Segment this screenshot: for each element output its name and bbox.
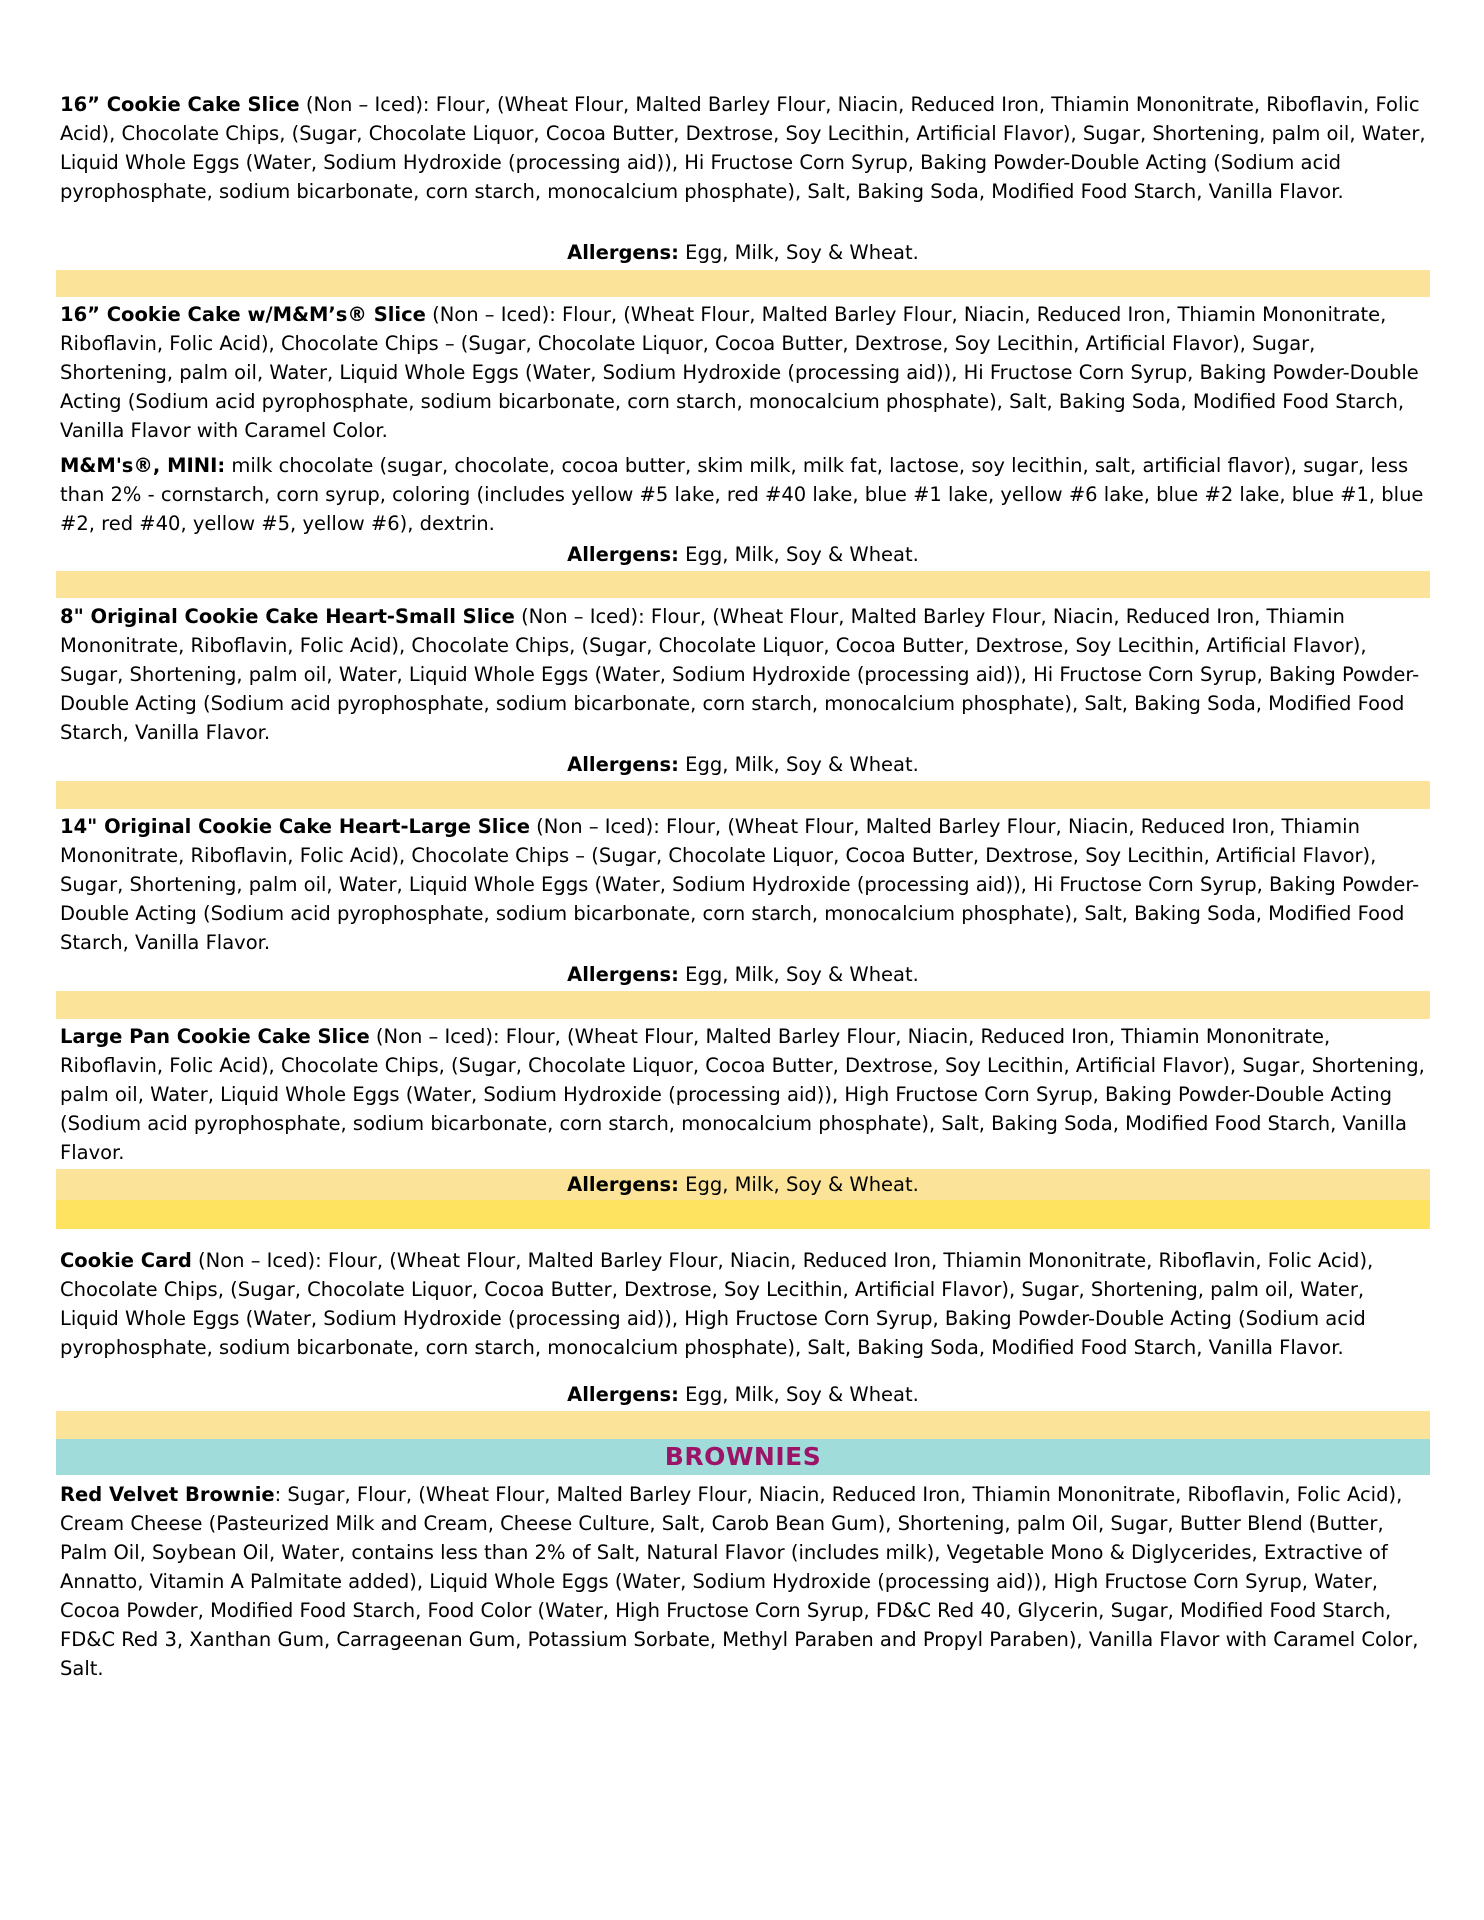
allergens-value: Egg, Milk, Soy & Wheat. xyxy=(678,241,919,264)
product-name: 16” Cookie Cake Slice xyxy=(60,93,300,116)
product-name: 14" Original Cookie Cake Heart-Large Slice xyxy=(60,815,530,838)
separator-band xyxy=(56,1200,1430,1229)
product-name: 16” Cookie Cake w/M&M’s® Slice xyxy=(60,303,426,326)
ingredient-list: (Non – Iced): Flour, (Wheat Flour, Malted Barley Flour, Niacin, Reduced Iron, Thiamin Mononitrate, Riboflavin, Folic Acid), Chocolate Chips, (Sugar, Chocolate Liquor, Cocoa Butter, Dextrose, Soy Lecithin, Artificial Flavor), Sugar, Shortening, palm oil, Water, Liquid Whole Eggs (Water, Sodium Hydroxide (processing aid)), Hi Fructose Corn Syrup, Baking Powder-Double Acting (Sodium acid pyrophosphate, sodium bicarbonate, corn starch, monocalcium phosphate), Salt, Baking Soda, Modified Food Starch, Vanilla Flavor. xyxy=(60,93,1426,203)
separator-band xyxy=(56,1411,1430,1439)
ingredient-paragraph xyxy=(60,90,1426,206)
product-name: 8" Original Cookie Cake Heart-Small Slice xyxy=(60,605,515,628)
ingredient-list: (Non – Iced): Flour, (Wheat Flour, Malted Barley Flour, Niacin, Reduced Iron, Thiamin Mononitrate, Riboflavin, Folic Acid), Chocolate Chips, (Sugar, Chocolate Liquor, Cocoa Butter, Dextrose, Soy Lecithin, Artificial Flavor), Sugar, Shortening, palm oil, Water, Liquid Whole Eggs (Water, Sodium Hydroxide (processing aid)), High Fructose Corn Syrup, Baking Powder-Double Acting (Sodium acid pyrophosphate, sodium bicarbonate, corn starch, monocalcium phosphate), Salt, Baking Soda, Modified Food Starch, Vanilla Flavor. xyxy=(60,1249,1374,1359)
ingredient-paragraph xyxy=(60,1480,1426,1683)
ingredient-paragraph xyxy=(60,300,1426,445)
allergens-line xyxy=(56,750,1430,780)
product-name: Cookie Card xyxy=(60,1249,192,1272)
section-header-brownies: BROWNIES xyxy=(56,1439,1430,1475)
separator-band xyxy=(56,991,1430,1019)
allergens-line xyxy=(56,960,1430,990)
allergens-value: Egg, Milk, Soy & Wheat. xyxy=(678,1383,919,1406)
sub-product-name: M&M's®, MINI: xyxy=(60,454,226,477)
ingredient-entry xyxy=(56,300,1430,538)
allergens-line xyxy=(56,540,1430,570)
allergens-line xyxy=(56,1380,1430,1410)
allergens-label: Allergens: xyxy=(567,963,679,986)
product-name: Large Pan Cookie Cake Slice xyxy=(60,1025,370,1048)
ingredient-list: (Non – Iced): Flour, (Wheat Flour, Malted Barley Flour, Niacin, Reduced Iron, Thiamin Mononitrate, Riboflavin, Folic Acid), Chocolate Chips – (Sugar, Chocolate Liquor, Cocoa Butter, Dextrose, Soy Lecithin, Artificial Flavor), Sugar, Shortening, palm oil, Water, Liquid Whole Eggs (Water, Sodium Hydroxide (processing aid)), Hi Fructose Corn Syrup, Baking Powder-Double Acting (Sodium acid pyrophosphate, sodium bicarbonate, corn starch, monocalcium phosphate), Salt, Baking Soda, Modified Food Starch, Vanilla Flavor. xyxy=(60,815,1420,954)
product-name: Red Velvet Brownie xyxy=(60,1483,275,1506)
separator-band xyxy=(56,781,1430,809)
allergens-value: Egg, Milk, Soy & Wheat. xyxy=(678,1173,919,1196)
ingredient-entry xyxy=(56,812,1430,957)
allergens-line xyxy=(56,1170,1430,1200)
allergens-label: Allergens: xyxy=(567,1383,679,1406)
ingredient-list: (Non – Iced): Flour, (Wheat Flour, Malted Barley Flour, Niacin, Reduced Iron, Thiamin Mononitrate, Riboflavin, Folic Acid), Chocolate Chips, (Sugar, Chocolate Liquor, Cocoa Butter, Dextrose, Soy Lecithin, Artificial Flavor), Sugar, Shortening, palm oil, Water, Liquid Whole Eggs (Water, Sodium Hydroxide (processing aid)), High Fructose Corn Syrup, Baking Powder-Double Acting (Sodium acid pyrophosphate, sodium bicarbonate, corn starch, monocalcium phosphate), Salt, Baking Soda, Modified Food Starch, Vanilla Flavor. xyxy=(60,1025,1425,1164)
ingredient-list: (Non – Iced): Flour, (Wheat Flour, Malted Barley Flour, Niacin, Reduced Iron, Thiamin Mononitrate, Riboflavin, Folic Acid), Chocolate Chips – (Sugar, Chocolate Liquor, Cocoa Butter, Dextrose, Soy Lecithin, Artificial Flavor), Sugar, Shortening, palm oil, Water, Liquid Whole Eggs (Water, Sodium Hydroxide (processing aid)), Hi Fructose Corn Syrup, Baking Powder-Double Acting (Sodium acid pyrophosphate, sodium bicarbonate, corn starch, monocalcium phosphate), Salt, Baking Soda, Modified Food Starch, Vanilla Flavor with Caramel Color. xyxy=(60,303,1419,442)
ingredient-paragraph xyxy=(60,812,1426,957)
ingredient-paragraph xyxy=(60,1022,1426,1167)
allergens-line xyxy=(56,238,1430,268)
ingredient-paragraph xyxy=(60,1246,1426,1362)
allergens-value: Egg, Milk, Soy & Wheat. xyxy=(678,753,919,776)
ingredient-entry xyxy=(56,1246,1430,1362)
allergens-label: Allergens: xyxy=(567,753,679,776)
allergens-label: Allergens: xyxy=(567,241,679,264)
separator-band xyxy=(56,571,1430,598)
ingredient-entry xyxy=(56,1022,1430,1167)
sub-ingredient-paragraph xyxy=(60,451,1426,538)
ingredient-list: : Sugar, Flour, (Wheat Flour, Malted Barley Flour, Niacin, Reduced Iron, Thiamin Mononitrate, Riboflavin, Folic Acid), Cream Cheese (Pasteurized Milk and Cream, Cheese Culture, Salt, Carob Bean Gum), Shortening, palm Oil, Sugar, Butter Blend (Butter, Palm Oil, Soybean Oil, Water, contains less than 2% of Salt, Natural Flavor (includes milk), Vegetable Mono & Diglycerides, Extractive of Annatto, Vitamin A Palmitate added), Liquid Whole Eggs (Water, Sodium Hydroxide (processing aid)), High Fructose Corn Syrup, Water, Cocoa Powder, Modified Food Starch, Food Color (Water, High Fructose Corn Syrup, FD&C Red 40, Glycerin, Sugar, Modified Food Starch, FD&C Red 3, Xanthan Gum, Carrageenan Gum, Potassium Sorbate, Methyl Paraben and Propyl Paraben), Vanilla Flavor with Caramel Color, Salt. xyxy=(60,1483,1419,1680)
ingredient-list: (Non – Iced): Flour, (Wheat Flour, Malted Barley Flour, Niacin, Reduced Iron, Thiamin Mononitrate, Riboflavin, Folic Acid), Chocolate Chips, (Sugar, Chocolate Liquor, Cocoa Butter, Dextrose, Soy Lecithin, Artificial Flavor), Sugar, Shortening, palm oil, Water, Liquid Whole Eggs (Water, Sodium Hydroxide (processing aid)), Hi Fructose Corn Syrup, Baking Powder-Double Acting (Sodium acid pyrophosphate, sodium bicarbonate, corn starch, monocalcium phosphate), Salt, Baking Soda, Modified Food Starch, Vanilla Flavor. xyxy=(60,605,1420,744)
separator-band xyxy=(56,270,1430,297)
ingredient-entry xyxy=(56,90,1430,206)
allergens-value: Egg, Milk, Soy & Wheat. xyxy=(678,963,919,986)
ingredient-entry xyxy=(56,602,1430,747)
ingredient-entry xyxy=(56,1480,1430,1683)
ingredient-paragraph xyxy=(60,602,1426,747)
allergens-value: Egg, Milk, Soy & Wheat. xyxy=(678,543,919,566)
allergens-label: Allergens: xyxy=(567,543,679,566)
sub-ingredient-list: milk chocolate (sugar, chocolate, cocoa butter, skim milk, milk fat, lactose, soy lecithin, salt, artificial flavor), sugar, less than 2% - cornstarch, corn syrup, coloring (includes yellow #5 lake, red #40 lake, blue #1 lake, yellow #6 lake, blue #2 lake, blue #1, blue #2, red #40, yellow #5, yellow #6), dextrin. xyxy=(60,454,1424,535)
allergens-label: Allergens: xyxy=(567,1173,679,1196)
